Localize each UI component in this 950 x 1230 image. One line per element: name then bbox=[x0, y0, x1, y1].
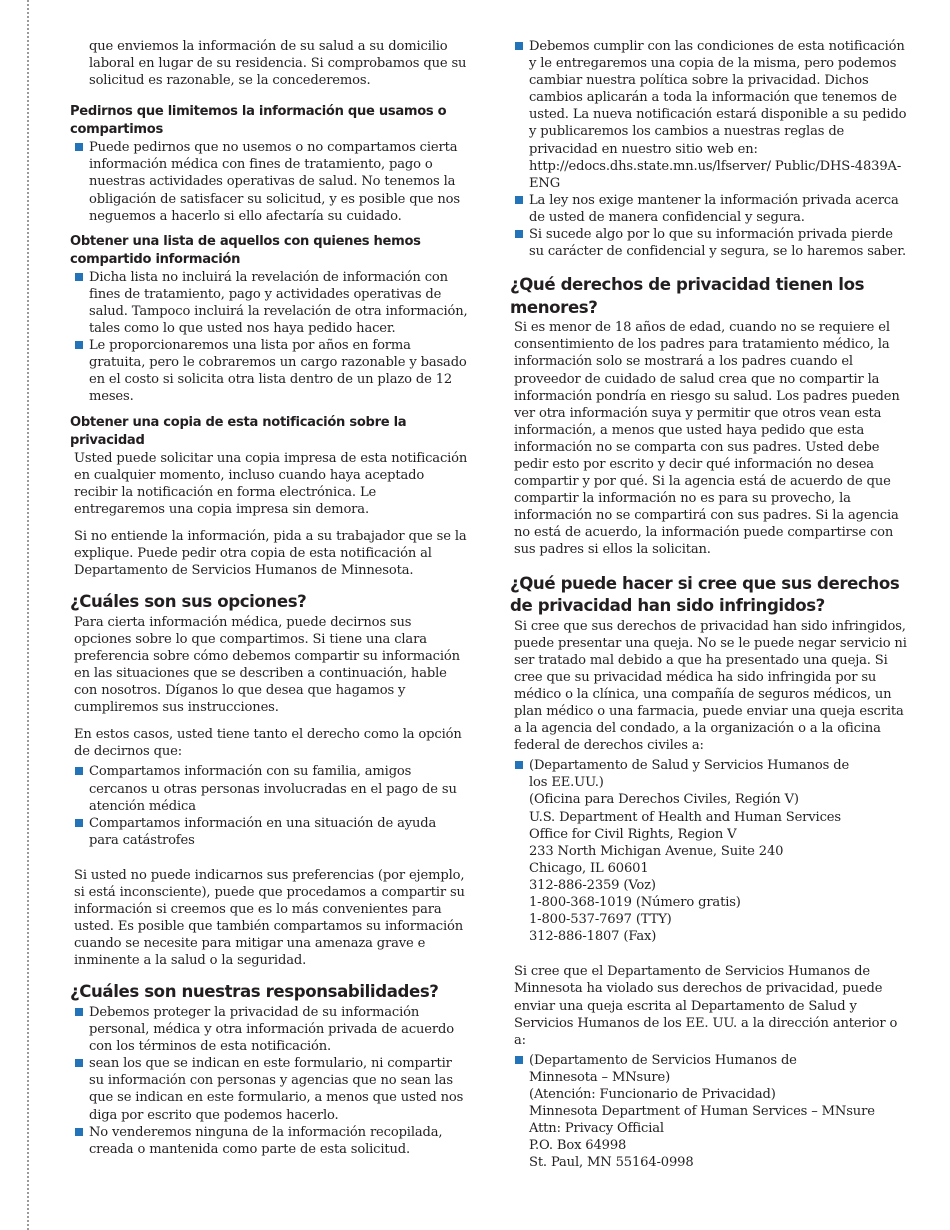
intro-continuation: que enviemos la información de su salud a su domicilio laboral en lugar de su residencia. Si comprobamos que su solicitud es razonable, se la concederemos. bbox=[89, 39, 467, 89]
copy-paragraph-2: Si no entiende la información, pida a su trabajador que se la explique. Puede pedir otra copia de esta notificación al Departamento de Servicios Humanos de Minnesota. bbox=[74, 528, 467, 579]
minors-paragraph: Si es menor de 18 años de edad, cuando no se requiere el consentimiento de los padres para tratamiento médico, la información solo se mostrará a los padres cuando el proveedor de cuidado de salud crea que no compartir la información pondría en riesgo su salud. Los padres pueden ver otra información suya y permitir que otros vean esta información, a menos que usted haya pedido que esta información no se comparta con sus padres. Usted debe pedir esto por escrito y decir qué información no desea compartir y por qué. Si la agencia está de acuerdo de que compartir la información no es para su provecho, la información no se compartirá con sus padres. Si la agencia no está de acuerdo, la información puede compartirse con sus padres si ellos la solicitan. bbox=[514, 320, 900, 558]
list-item: Debemos proteger la privacidad de su información personal, médica y otra información privada de acuerdo con los términos de esta notificación. bbox=[70, 1004, 468, 1055]
square-bullet-icon bbox=[515, 1056, 523, 1064]
square-bullet-icon bbox=[75, 1128, 83, 1136]
list-item: Compartamos información con su familia, amigos cercanos u otras personas involucradas en el pago de su atención médica bbox=[70, 763, 468, 814]
limit-list bbox=[70, 139, 468, 224]
limit-heading: Pedirnos que limitemos la información que usamos o compartimos bbox=[70, 104, 447, 138]
options-paragraph-2: En estos casos, usted tiene tanto el derecho como la opción de decirnos que: bbox=[74, 727, 462, 760]
list-item: Le proporcionaremos una lista por años en forma gratuita, pero le cobraremos un cargo razonable y basado en el costo si solicita otra lista dentro de un plazo de 12 meses. bbox=[70, 337, 468, 405]
options-paragraph-1: Para cierta información médica, puede decirnos sus opciones sobre lo que compartimos. Si tiene una clara preferencia sobre cómo debemos compartir su información en las situaciones que se describen a continuación, hable con nosotros. Díganos lo que desea que hagamos y cumpliremos sus instrucciones. bbox=[74, 614, 460, 716]
minors-heading: ¿Qué derechos de privacidad tienen los menores? bbox=[510, 275, 865, 317]
copy-heading: Obtener una copia de esta notificación sobre la privacidad bbox=[70, 414, 407, 448]
options-paragraph-3: Si usted no puede indicarnos sus preferencias (por ejemplo, si está inconsciente), puede que procedamos a compartir su información si creemos que es lo más convenientes para usted. Es posible que también compartamos su información cuando se necesite para mitigar una amenaza grave e inminente a la salud o la seguridad. bbox=[74, 867, 465, 969]
copy-paragraph-1: Usted puede solicitar una copia impresa de esta notificación en cualquier momento, incluso cuando haya aceptado recibir la notificación en forma electrónica. Le entregaremos una copia impresa sin demora. bbox=[74, 450, 468, 517]
share-list-heading: Obtener una lista de aquellos con quienes hemos compartido información bbox=[70, 233, 421, 267]
responsibilities-heading: ¿Cuáles son nuestras responsabilidades? bbox=[70, 982, 439, 1002]
square-bullet-icon bbox=[515, 761, 523, 769]
share-list bbox=[70, 269, 468, 406]
square-bullet-icon bbox=[75, 767, 83, 775]
square-bullet-icon bbox=[75, 273, 83, 281]
square-bullet-icon bbox=[515, 196, 523, 204]
violated-paragraph: Si cree que sus derechos de privacidad han sido infringidos, puede presentar una queja. No se le puede negar servicio ni ser tratado mal debido a que ha presentado una queja. Si cree que su privacidad médica ha sido infringida por su médico o la clínica, una compañía de seguros médicos, un plan médico o una farmacia, puede enviar una queja escrita a la agencia del condado, a la organización o a la oficina federal de derechos civiles a: bbox=[514, 618, 907, 754]
list-item: La ley nos exige mantener la información privada acerca de usted de manera confidencial y segura. bbox=[510, 192, 907, 226]
square-bullet-icon bbox=[75, 819, 83, 827]
hhs-address: (Departamento de Salud y Servicios Humanos de los EE.UU.) (Oficina para Derechos Civiles, Región V) U.S. Department of Health and Human Services Office for Civil Rights, Region V 233 North Michigan Avenue, Suite 240 Chicago, IL 60601 312-886-2359 (Voz) 1-800-368-1019 (Número gratis) 1-800-537-7697 (TTY) 312-886-1807 (Fax) bbox=[510, 757, 907, 945]
square-bullet-icon bbox=[75, 1008, 83, 1016]
list-item: Dicha lista no incluirá la revelación de información con fines de tratamiento, pago y actividades operativas de salud. Tampoco incluirá la revelación de otra información, tales como lo que usted nos haya pedido hacer. bbox=[70, 269, 468, 337]
square-bullet-icon bbox=[75, 341, 83, 349]
square-bullet-icon bbox=[75, 143, 83, 151]
page-edge-dotted-line bbox=[27, 0, 29, 1230]
list-item: sean los que se indican en este formulario, ni compartir su información con personas y agencias que no sean las que se indican en este formulario, a menos que usted nos diga por escrito que podemos hacerlo. bbox=[70, 1055, 468, 1123]
list-item: Debemos cumplir con las condiciones de esta notificación y le entregaremos una copia de la misma, pero podemos cambiar nuestra política sobre la privacidad. Dichos cambios aplicarán a toda la información que tenemos de usted. La nueva notificación estará disponible a su pedido y publicaremos los cambios a nuestras reglas de privacidad en nuestro sitio web en: http://edocs.dhs.state.mn.us/lfserver/ Public/DHS-4839A-ENG bbox=[510, 38, 907, 192]
left-column bbox=[70, 38, 468, 1158]
mn-address: (Departamento de Servicios Humanos de Minnesota – MNsure) (Atención: Funcionario de Privacidad) Minnesota Department of Human Services – MNsure Attn: Privacy Official P.O. Box 64998 St. Paul, MN 55164-0998 bbox=[510, 1052, 907, 1172]
square-bullet-icon bbox=[515, 230, 523, 238]
square-bullet-icon bbox=[515, 42, 523, 50]
mn-address-list bbox=[510, 1052, 907, 1172]
options-list bbox=[70, 763, 468, 848]
violated-heading: ¿Qué puede hacer si cree que sus derechos de privacidad han sido infringidos? bbox=[510, 573, 900, 616]
minnesota-paragraph: Si cree que el Departamento de Servicios Humanos de Minnesota ha violado sus derechos de privacidad, puede enviar una queja escrita al Departamento de Salud y Servicios Humanos de los EE. UU. a la dirección anterior o a: bbox=[514, 964, 898, 1048]
list-item: No venderemos ninguna de la información recopilada, creada o mantenida como parte de esta solicitud. bbox=[70, 1124, 468, 1158]
responsibilities-list-continued bbox=[510, 38, 907, 260]
list-item: Compartamos información en una situación de ayuda para catástrofes bbox=[70, 815, 468, 849]
options-heading: ¿Cuáles son sus opciones? bbox=[70, 592, 307, 612]
list-item: Puede pedirnos que no usemos o no compartamos cierta información médica con fines de tratamiento, pago o nuestras actividades operativas de salud. No tenemos la obligación de satisfacer su solicitud, y es posible que nos neguemos a hacerlo si ello afectaría su cuidado. bbox=[70, 139, 468, 224]
list-item: Si sucede algo por lo que su información privada pierde su carácter de confidencial y segura, se lo haremos saber. bbox=[510, 226, 907, 260]
hhs-address-list bbox=[510, 757, 907, 945]
right-column bbox=[510, 38, 907, 1171]
responsibilities-list bbox=[70, 1004, 468, 1158]
square-bullet-icon bbox=[75, 1059, 83, 1067]
